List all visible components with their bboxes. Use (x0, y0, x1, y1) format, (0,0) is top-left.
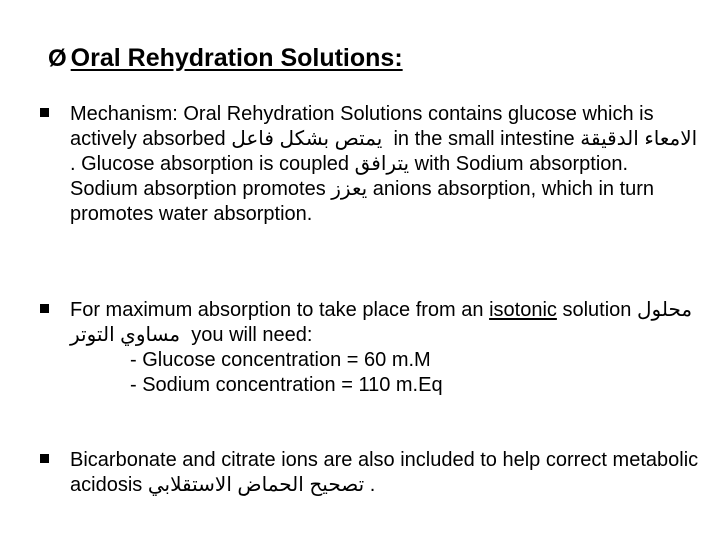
maximum-text-1: For maximum absorption to take place from an (70, 299, 484, 321)
slide-title-text: Oral Rehydration Solutions: (70, 44, 403, 72)
sodium-concentration-line: - Sodium concentration = 110 m.Eq (130, 374, 443, 396)
mechanism-text-3: . Glucose absorption is coupled (70, 153, 350, 175)
bullet-mechanism-text (70, 102, 700, 227)
square-bullet-icon (40, 108, 49, 117)
arabic-term-correct-metabolic-acidosis: تصحيح الحماض الاستقلابي (147, 474, 365, 496)
arabic-term-isotonic-solution: محلول مساوي التوتر (70, 299, 693, 346)
mechanism-text-1: Mechanism: Oral Rehydration Solutions contains glucose which is actively absorbed (70, 103, 654, 150)
glucose-concentration-line: - Glucose concentration = 60 m.M (130, 349, 431, 371)
square-bullet-icon (40, 454, 49, 463)
bullet-mechanism (40, 102, 700, 227)
arabic-term-promotes: يعزز (331, 178, 368, 200)
mechanism-text-5: anions absorption, which in turn promotes water absorption. (70, 178, 655, 225)
maximum-text-3: you will need: (191, 324, 313, 346)
bullet-maximum-absorption (40, 298, 700, 398)
slide-title (48, 44, 403, 73)
square-bullet-icon (40, 304, 49, 313)
bullet-maximum-absorption-text (70, 298, 700, 398)
bicarbonate-text-1: Bicarbonate and citrate ions are also included to help correct metabolic acidosis (70, 449, 699, 496)
maximum-text-2: solution (562, 299, 632, 321)
bicarbonate-text-2: . (369, 474, 376, 496)
bullet-bicarbonate-text (70, 448, 700, 498)
arabic-term-actively-absorbed: يمتص بشكل فاعل (231, 128, 383, 150)
isotonic-term: isotonic (489, 299, 557, 321)
arabic-term-coupled: يترافق (354, 153, 410, 175)
mechanism-text-4: with Sodium absorption. Sodium absorption promotes (70, 153, 629, 200)
mechanism-text-2: in the small intestine (393, 128, 575, 150)
bullet-bicarbonate (40, 448, 700, 498)
arabic-term-small-intestine: الامعاء الدقيقة (580, 128, 698, 150)
arrow-bullet-icon: Ø (48, 45, 67, 72)
